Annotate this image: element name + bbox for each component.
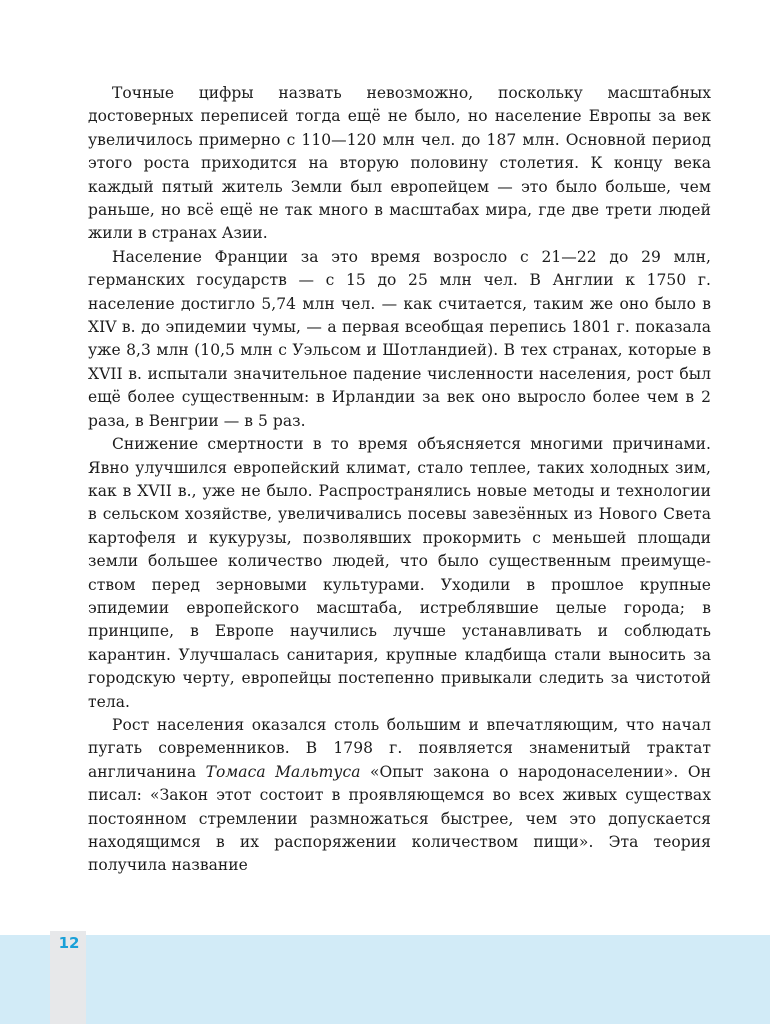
malthus-intro-text: Рост населения оказался столь большим и впечатляющим, что начал пугать современников. В 1798 г. появляется знаменитый трактат англичанина [88, 715, 711, 781]
paragraph-country-population: Население Франции за это время возросло с 21—22 до 29 млн, германских государств — с 15 до 25 млн чел. В Англии к 1750 г. население достигло 5,74 млн чел. — как считается, таким же оно было в XIV в. до эпидемии чумы, — а первая всеобщая перепись 1801 г. показала уже 8,3 млн (10,5 млн с Уэльсом и Шотландией). В тех странах, которые в XVII в. испытали значительное падение численности населения, рост был ещё более существенным: в Ирландии за век оно выросло более чем в 2 раза, в Венгрии — в 5 раз. [88, 247, 711, 430]
page-number: 12 [58, 934, 80, 952]
paragraph-mortality-decline: Снижение смертности в то время объясняется многими причинами. Явно улучшился европейский климат, стало теплее, таких холодных зим, как в XVII в., уже не было. Распространялись новые методы и технологии в сельском хозяйстве, увеличивались посевы завезённых из Нового Света картофеля и кукурузы, позволявших прокормить с меньшей площади земли большее количество людей, что было существенным преимуществом перед зерновыми культурами. Уходили в прошлое крупные эпидемии европейского масштаба, истреблявшие целые города; в принципе, в Европе научились лучше устанавливать и соблюдать карантин. Улучшалась санитария, крупные кладбища стали выносить за городскую черту, европейцы постепенно привыкали следить за чистотой тела. [88, 435, 711, 711]
footer-band [0, 935, 770, 1024]
malthus-quote-text: «Опыт закона о народонаселении». Он писал: «Закон этот состоит в проявляющемся во всех живых существах постоянном стремлении размножаться быстрее, чем это допускается находящимся в их распоряжении количеством пищи». Эта теория получила название [88, 762, 711, 875]
paragraph-population-estimate: Точные цифры назвать невозможно, поскольку масштабных достоверных переписей тогда ещё не было, но население Европы за век увеличилось примерно с 110—120 млн чел. до 187 млн. Основной период этого роста приходится на вторую половину столетия. К концу века каждый пятый житель Земли был европейцем — это было больше, чем раньше, но всё ещё не так много в масштабах мира, где две трети людей жили в странах Азии. [88, 84, 711, 243]
malthus-name: Томаса Мальтуса [205, 762, 361, 781]
paragraph-malthus [88, 714, 711, 878]
body-text [88, 82, 711, 878]
